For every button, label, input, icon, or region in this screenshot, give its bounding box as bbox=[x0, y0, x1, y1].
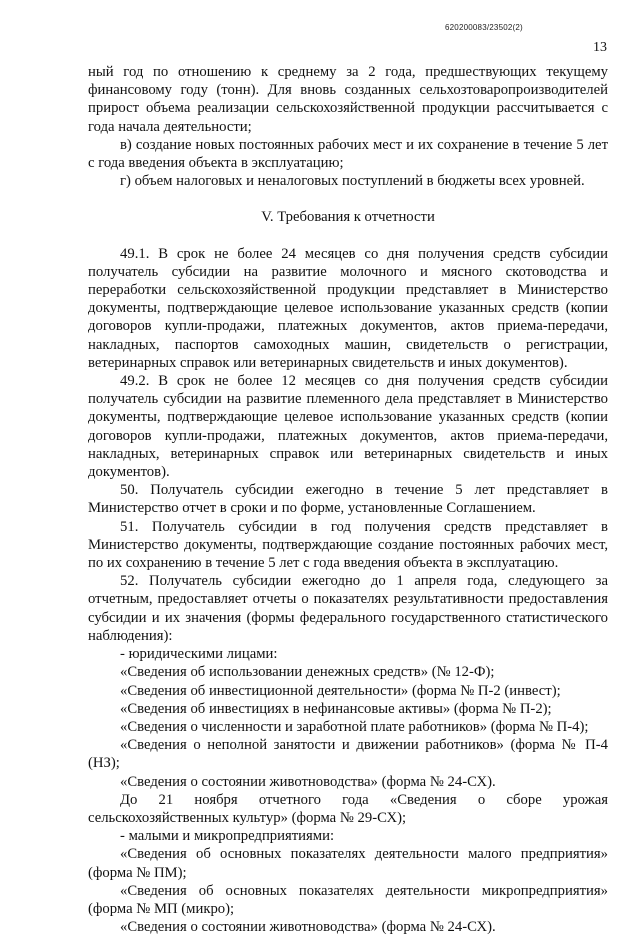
list-item: «Сведения о состоянии животноводства» (форма № 24-СХ). bbox=[120, 919, 496, 936]
section-heading: V. Требования к отчетности bbox=[261, 209, 435, 226]
paragraph-51: 51. Получатель субсидии в год получения средств представляет в Министерство документы, подтверждающие создание постоянных рабочих мест, по их сохранению в течение 5 лет с года введения объекта в эксплуатацию. bbox=[88, 518, 608, 572]
list-item: «Сведения о неполной занятости и движении работников» (форма № П-4 (НЗ); bbox=[88, 737, 608, 772]
paragraph-49-2: 49.2. В срок не более 12 месяцев со дня получения средств субсидии получатель субсидии на развитие племенного дела представляет в Министерство документы, подтверждающие целевое использование указанных средств (копии договоров купли-продажи, платежных документов, актов приема-передачи, накладных, ветеринарных справок или ветеринарных свидетельств и иных документов). bbox=[88, 373, 608, 481]
list-item: «Сведения об использовании денежных средств» (№ 12-Ф); bbox=[120, 664, 495, 681]
list-item: «Сведения о численности и заработной плате работников» (форма № П-4); bbox=[120, 718, 589, 735]
paragraph-50: 50. Получатель субсидии ежегодно в течение 5 лет представляет в Министерство отчет в сроки и по форме, установленные Соглашением. bbox=[88, 482, 608, 517]
list-item: «Сведения об основных показателях деятельности малого предприятия» (форма № ПМ); bbox=[88, 846, 608, 881]
paragraph-49-1: 49.1. В срок не более 24 месяцев со дня получения средств субсидии получатель субсидии на развитие молочного и мясного скотоводства и переработки сельскохозяйственной продукции представляет в Министерство документы, подтверждающие целевое использование указанных средств (копии договоров купли-продажи, платежных документов, актов приема-передачи, накладных, паспортов самоходных машин, свидетельств о регистрации, ветеринарных справок или ветеринарных свидетельств и иных документов). bbox=[88, 245, 608, 371]
paragraph-52: 52. Получатель субсидии ежегодно до 1 апреля года, следующего за отчетным, предоставляет отчеты о показателях результативности предоставления субсидии и их значения (формы федерального государственного статистического наблюдения): bbox=[88, 573, 608, 644]
list-item: «Сведения о состоянии животноводства» (форма № 24-СХ). bbox=[120, 773, 496, 790]
page-number: 13 bbox=[593, 40, 607, 55]
paragraph-continuation: ный год по отношению к среднему за 2 года, предшествующих текущему финансовому году (тонн). Для вновь созданных сельхозтоваропроизводителей прирост объема реализации сельскохозяйственной продукции рассчитывается с года начала деятельности; bbox=[88, 64, 608, 135]
list-item: «Сведения об инвестициях в нефинансовые активы» (форма № П-2); bbox=[120, 700, 552, 717]
paragraph-item-g: г) объем налоговых и неналоговых поступлений в бюджеты всех уровней. bbox=[120, 173, 585, 190]
document-id: 620200083/23502(2) bbox=[445, 23, 523, 32]
list-heading-legal-entities: - юридическими лицами: bbox=[120, 646, 278, 663]
list-item: «Сведения об инвестиционной деятельности» (форма № П-2 (инвест); bbox=[120, 682, 561, 699]
document-body bbox=[88, 63, 608, 936]
harvest-report-paragraph: До 21 ноября отчетного года «Сведения о сборе урожая сельскохозяйственных культур» (форма № 29-СХ); bbox=[88, 791, 608, 826]
paragraph-item-v: в) создание новых постоянных рабочих мест и их сохранение в течение 5 лет с года введения объекта в эксплуатацию; bbox=[88, 136, 608, 172]
list-item: «Сведения об основных показателях деятельности микропредприятия» (форма № МП (микро); bbox=[88, 882, 608, 917]
list-heading-small-enterprises: - малыми и микропредприятиями: bbox=[120, 828, 335, 845]
